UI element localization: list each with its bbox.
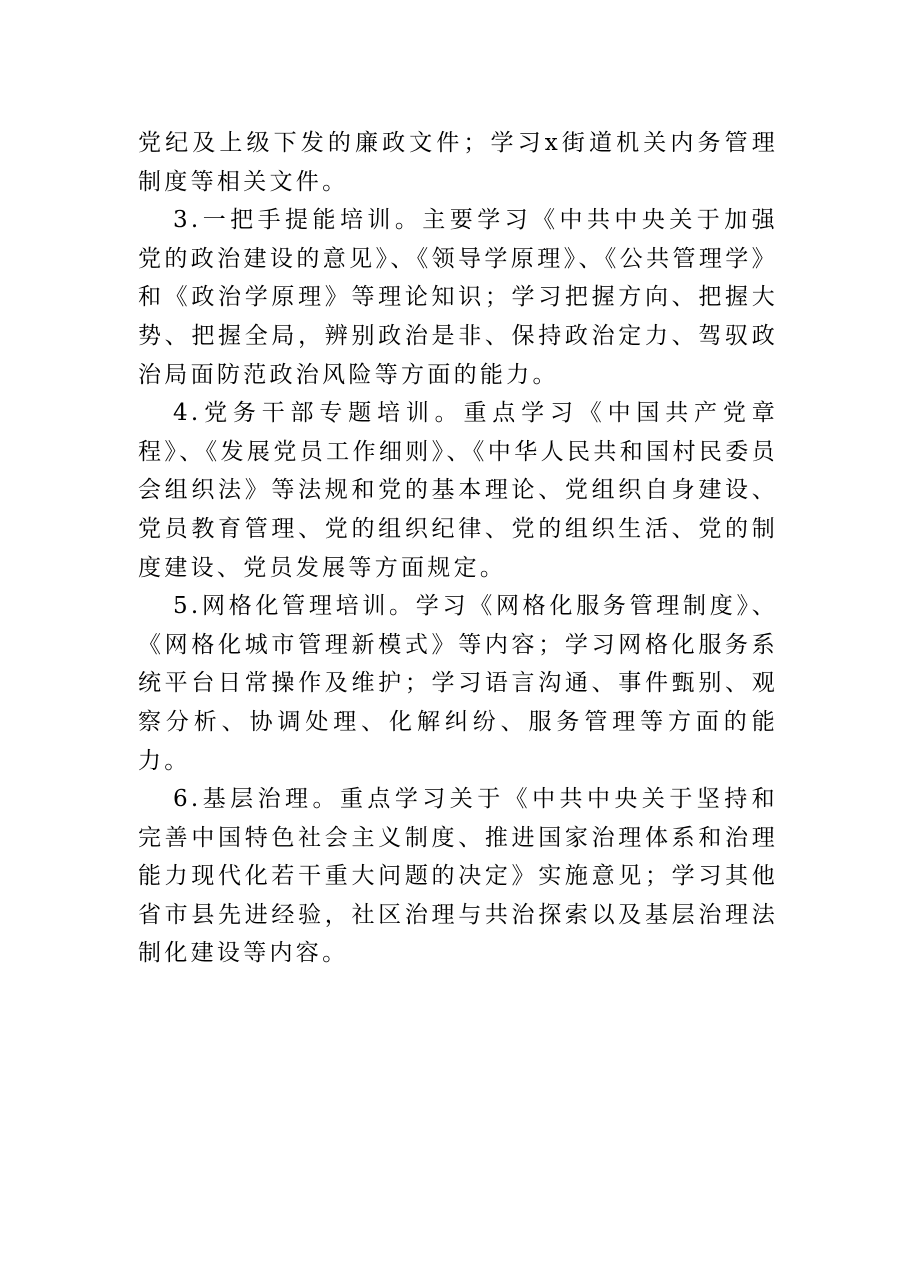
paragraph-item-4: 4.党务干部专题培训。重点学习《中国共产党章程》、《发展党员工作细则》、《中华人民共和国村民委员会组织法》等法规和党的基本理论、党组织自身建设、党员教育管理、党的组织纪律、党的组织生活、党的制度建设、党员发展等方面规定。	[138, 400, 778, 581]
document-body	[138, 124, 778, 973]
paragraph-item-3: 3.一把手提能培训。主要学习《中共中央关于加强党的政治建设的意见》、《领导学原理》、《公共管理学》和《政治学原理》等理论知识；学习把握方向、把握大势、把握全局，辨别政治是非、保持政治定力、驾驭政治局面防范政治风险等方面的能力。	[138, 207, 778, 388]
paragraph-continuation: 党纪及上级下发的廉政文件；学习x街道机关内务管理制度等相关文件。	[138, 130, 778, 195]
paragraph-item-6: 6.基层治理。重点学习关于《中共中央关于坚持和完善中国特色社会主义制度、推进国家治理体系和治理能力现代化若干重大问题的决定》实施意见；学习其他省市县先进经验，社区治理与共治探索以及基层治理法制化建设等内容。	[138, 786, 778, 967]
paragraph-item-5: 5.网格化管理培训。学习《网格化服务管理制度》、《网格化城市管理新模式》等内容；学习网格化服务系统平台日常操作及维护；学习语言沟通、事件甄别、观察分析、协调处理、化解纠纷、服务管理等方面的能力。	[138, 593, 778, 774]
